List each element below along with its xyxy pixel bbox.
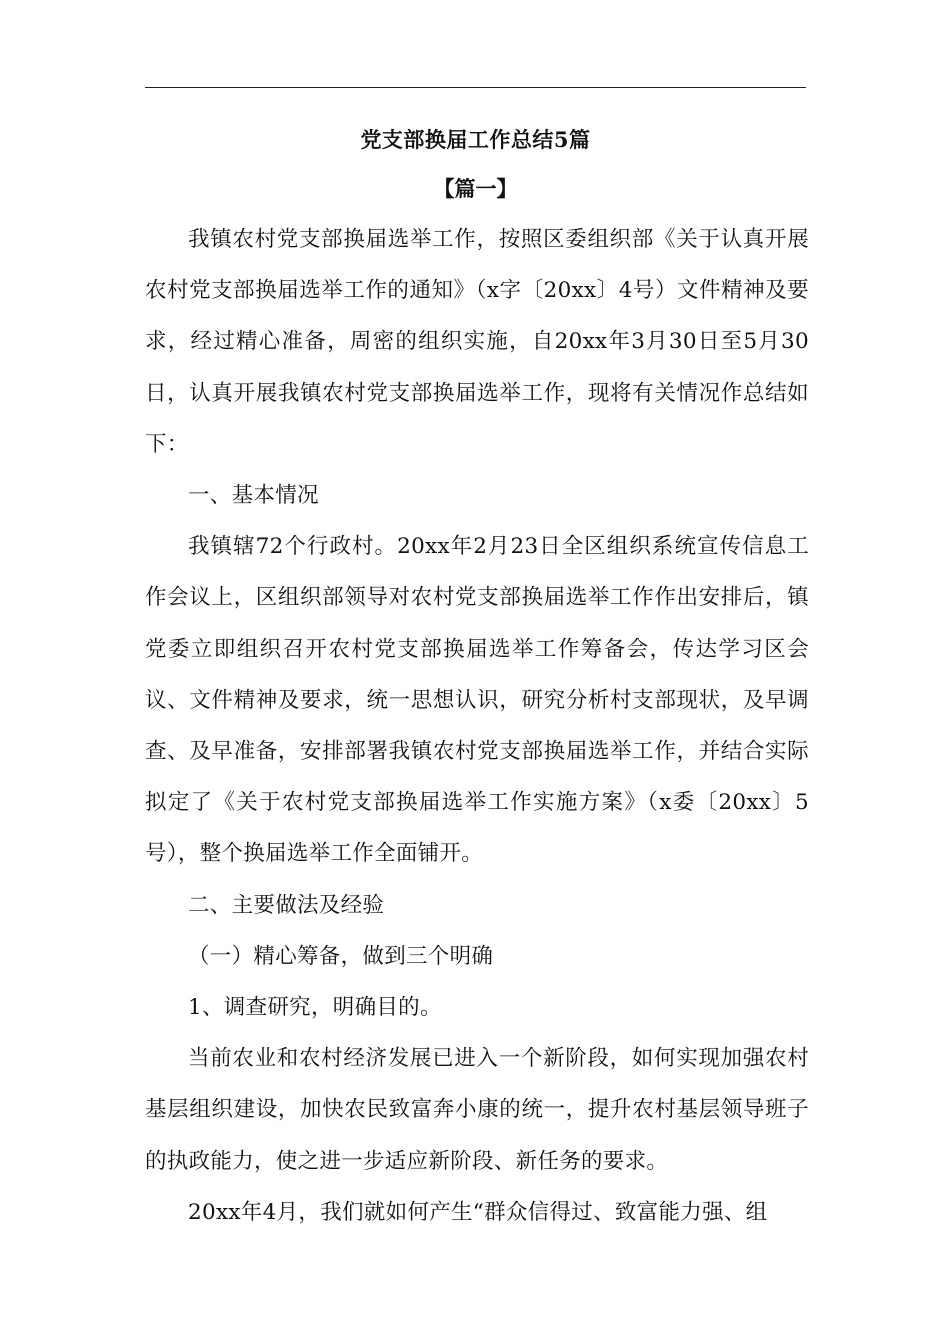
document-title: 党支部换届工作总结5篇 — [360, 127, 591, 152]
paragraph: （一）精心筹备，做到三个明确 — [188, 943, 494, 969]
paragraph: 我镇农村党支部换届选举工作，按照区委组织部《关于认真开展农村党支部换届选举工作的通知》（x字〔20xx〕4号）文件精神及要求，经过精心准备，周密的组织实施，自20xx年3月30日至5月30日，认真开展我镇农村党支部换届选举工作，现将有关情况作总结如下： — [145, 227, 809, 457]
paragraph: 一、基本情况 — [188, 483, 319, 509]
paragraph: 当前农业和农村经济发展已进入一个新阶段，如何实现加强农村基层组织建设，加快农民致富奔小康的统一，提升农村基层领导班子的执政能力，使之进一步适应新阶段、新任务的要求。 — [145, 1046, 809, 1174]
paragraph: 我镇辖72个行政村。20xx年2月23日全区组织系统宣传信息工作会议上，区组织部领导对农村党支部换届选举工作作出安排后，镇党委立即组织召开农村党支部换届选举工作筹备会，传达学习区会议、文件精神及要求，统一思想认识，研究分析村支部现状，及早调查、及早准备，安排部署我镇农村党支部换届选举工作，并结合实际拟定了《关于农村党支部换届选举工作实施方案》（x委〔20xx〕5号），整个换届选举工作全面铺开。 — [145, 534, 809, 867]
paragraph: 二、主要做法及经验 — [188, 892, 385, 918]
document-body — [145, 214, 809, 1238]
paragraph: 20xx年4月，我们就如何产生“群众信得过、致富能力强、组 — [188, 1199, 768, 1225]
paragraph: 1、调查研究，明确目的。 — [188, 995, 442, 1021]
header-rule — [145, 87, 806, 88]
section-heading: 【篇一】 — [433, 176, 518, 201]
